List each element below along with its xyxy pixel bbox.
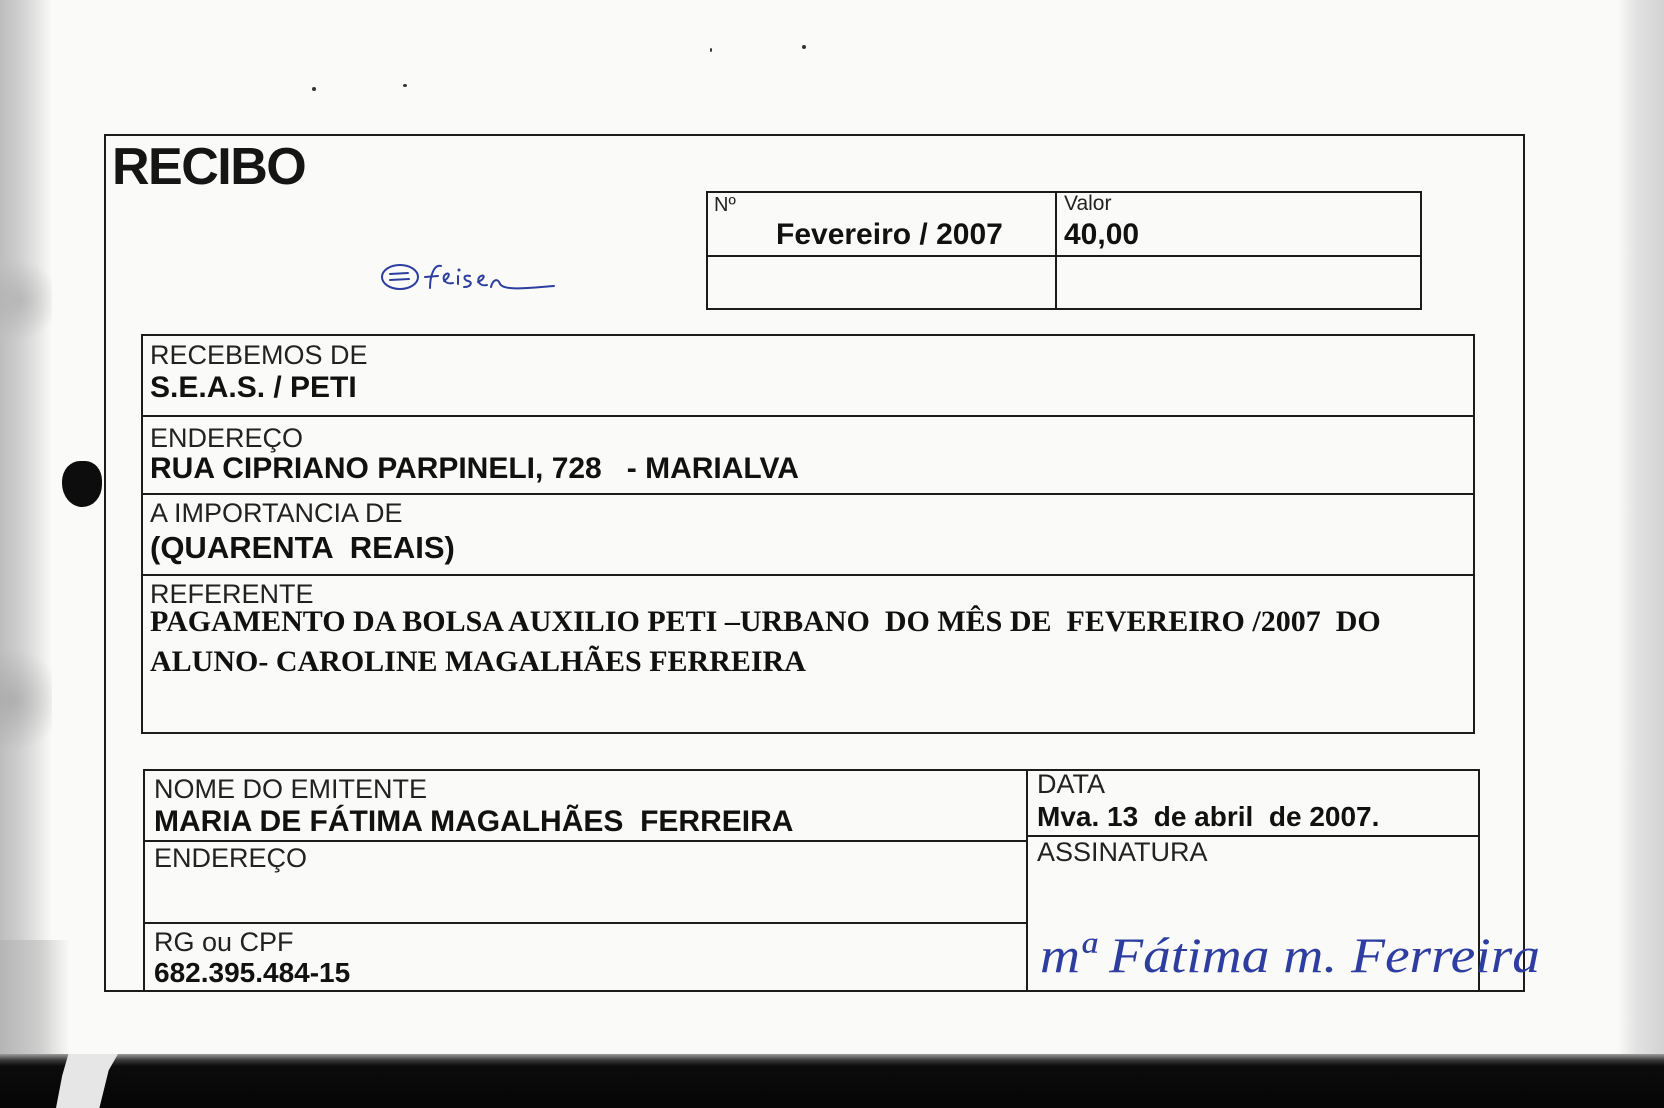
dust-speck bbox=[312, 87, 316, 91]
value-label: Valor bbox=[1064, 192, 1112, 215]
hole-punch-mark bbox=[62, 461, 102, 507]
number-label: Nº bbox=[714, 194, 736, 216]
issuer-name-value: MARIA DE FÁTIMA MAGALHÃES FERREIRA bbox=[154, 805, 794, 838]
reference-label: REFERENTE bbox=[150, 579, 314, 609]
address-label: ENDEREÇO bbox=[150, 423, 304, 453]
received-from-label: RECEBEMOS DE bbox=[150, 340, 368, 370]
receipt-title: RECIBO bbox=[112, 138, 306, 196]
id-number-label: RG ou CPF bbox=[154, 927, 294, 957]
table-row-divider bbox=[141, 574, 1475, 576]
number-value: Fevereiro / 2007 bbox=[776, 218, 1003, 251]
date-label: DATA bbox=[1037, 769, 1106, 799]
address-value: RUA CIPRIANO PARPINELI, 728 - MARIALVA bbox=[150, 452, 799, 485]
handwritten-annotation bbox=[378, 250, 563, 300]
amount-words-label: A IMPORTANCIA DE bbox=[150, 498, 403, 528]
table-row-divider bbox=[141, 493, 1475, 495]
dust-speck bbox=[710, 48, 712, 52]
reference-line: ALUNO- CAROLINE MAGALHÃES FERREIRA bbox=[150, 645, 806, 678]
value-amount: 40,00 bbox=[1064, 218, 1140, 251]
table-column-divider bbox=[1026, 769, 1028, 992]
table-row-divider bbox=[143, 840, 1027, 842]
received-from-value: S.E.A.S. / PETI bbox=[150, 371, 357, 404]
issuer-name-label: NOME DO EMITENTE bbox=[154, 774, 428, 804]
scan-edge-left bbox=[0, 0, 52, 1060]
issuer-address-label: ENDEREÇO bbox=[154, 843, 308, 873]
dust-speck bbox=[403, 84, 407, 87]
scan-edge-bottom bbox=[0, 1054, 1664, 1108]
table-row-divider bbox=[143, 922, 1027, 924]
amount-words-value: (QUARENTA REAIS) bbox=[150, 530, 455, 565]
reference-line: PAGAMENTO DA BOLSA AUXILIO PETI –URBANO DO MÊS DE FEVEREIRO /2007 DO bbox=[150, 605, 1381, 638]
table-row-divider bbox=[141, 415, 1475, 417]
signature-text: mª Fátima m. Ferreira bbox=[1040, 927, 1540, 983]
scan-edge-right bbox=[1618, 0, 1664, 1060]
dust-speck bbox=[802, 45, 806, 49]
table-divider bbox=[1055, 191, 1057, 310]
id-number-value: 682.395.484-15 bbox=[154, 957, 351, 988]
table-divider bbox=[706, 255, 1422, 257]
date-value: Mva. 13 de abril de 2007. bbox=[1037, 801, 1380, 832]
handwritten-signature bbox=[1032, 888, 1557, 998]
signature-label: ASSINATURA bbox=[1037, 837, 1208, 867]
scan-edge-left-bottom bbox=[0, 940, 70, 1060]
